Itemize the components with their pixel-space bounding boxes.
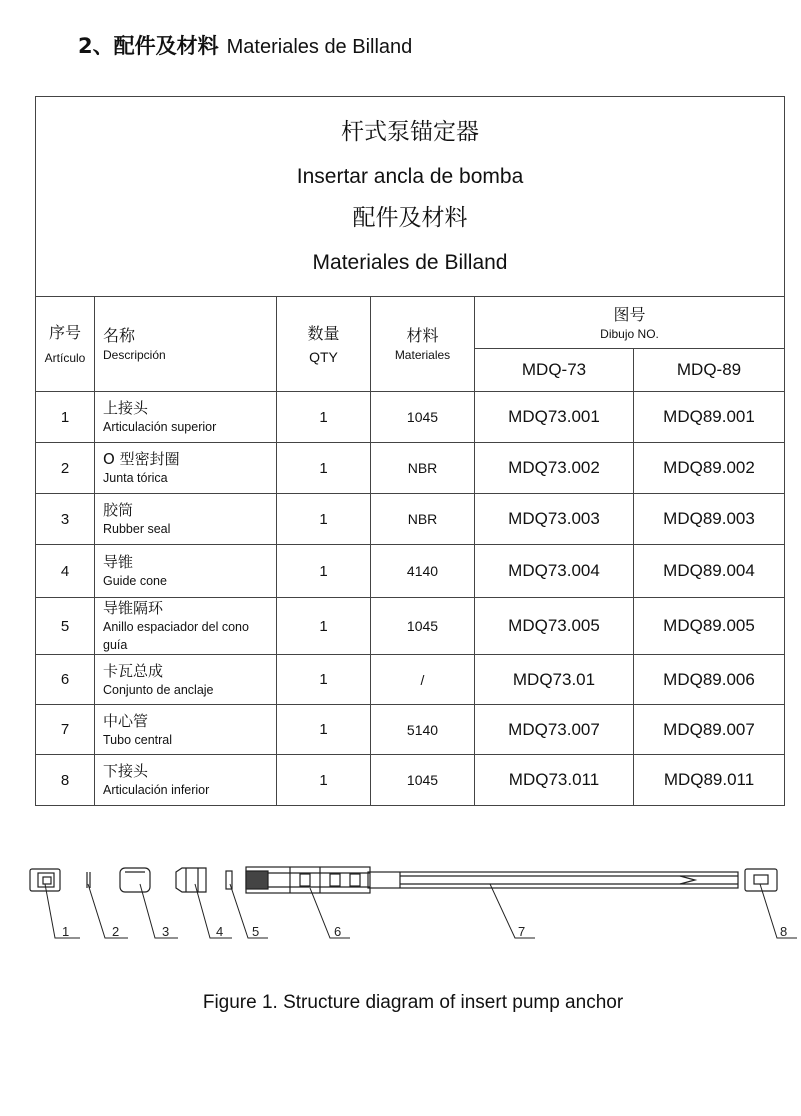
row-name-cn: 卡瓦总成 [103,661,164,680]
row-name-cn: 导锥 [103,553,134,571]
table-row [36,494,785,545]
row-name-cn: 上接头 [103,399,149,417]
row-seq: 6 [36,655,95,705]
row-qty: 1 [277,598,371,655]
diagram-label-4: 4 [216,924,224,939]
row-material: 5140 [371,705,475,755]
row-material: NBR [371,443,475,494]
header-material [371,297,475,392]
header-drawing [475,297,785,349]
structure-diagram [0,850,801,950]
row-material: 1045 [371,755,475,806]
row-mdq73: MDQ73.01 [475,655,634,705]
row-material: NBR [371,494,475,545]
part-7-central-tube [368,872,738,888]
part-1-upper-joint [30,869,60,891]
header-mat-cn: 材料 [406,326,439,345]
table-row [36,545,785,598]
row-mdq89: MDQ89.006 [634,655,785,705]
row-seq: 4 [36,545,95,598]
title-es-1: Insertar ancla de bomba [296,164,524,188]
row-seq: 8 [36,755,95,806]
row-mdq89: MDQ89.007 [634,705,785,755]
row-qty: 1 [277,392,371,443]
row-name [95,545,277,598]
title-es-2: Materiales de Billand [312,250,508,274]
row-material: 1045 [371,598,475,655]
row-name-cn: O 型密封圈 [103,450,180,468]
row-mdq73: MDQ73.001 [475,392,634,443]
row-mdq89: MDQ89.002 [634,443,785,494]
row-seq: 5 [36,598,95,655]
row-mdq73: MDQ73.003 [475,494,634,545]
table-row [36,755,785,806]
row-mdq89: MDQ89.005 [634,598,785,655]
row-name-es: Articulación inferior [103,783,210,797]
row-name-cn: 胶筒 [103,501,134,519]
diagram-label-3: 3 [162,924,170,939]
row-qty: 1 [277,494,371,545]
title-cn-1: 杆式泵锚定器 [341,118,480,145]
row-name-es: Conjunto de anclaje [103,682,214,697]
row-mdq73: MDQ73.005 [475,598,634,655]
header-drawing-es: Dibujo NO. [600,326,659,341]
diagram-label-2: 2 [112,924,120,939]
row-name-cn: 中心管 [103,711,149,730]
header-mdq89: MDQ-89 [634,349,785,392]
part-6-slip-assembly [246,867,370,893]
row-material: / [371,655,475,705]
row-qty: 1 [277,755,371,806]
header-drawing-cn: 图号 [613,304,646,324]
row-mdq73: MDQ73.004 [475,545,634,598]
title-cn-2: 配件及材料 [352,204,468,231]
row-seq: 1 [36,392,95,443]
part-3-rubber-seal [120,868,150,892]
table-row [36,655,785,705]
row-name [95,598,277,655]
header-name [95,297,277,392]
row-name [95,494,277,545]
row-name-es: Junta tórica [103,471,168,485]
row-seq: 3 [36,494,95,545]
row-name [95,392,277,443]
row-qty: 1 [277,545,371,598]
header-seq-cn: 序号 [48,323,81,342]
row-name-es: Tubo central [103,732,173,747]
header-seq [36,297,95,392]
row-material: 4140 [371,545,475,598]
row-mdq73: MDQ73.007 [475,705,634,755]
diagram-label-7: 7 [518,924,526,939]
diagram-label-6: 6 [334,924,342,939]
row-mdq89: MDQ89.003 [634,494,785,545]
table-row [36,705,785,755]
row-name-es: Rubber seal [103,522,171,536]
row-name-cn: 下接头 [103,762,149,780]
header-mdq73: MDQ-73 [475,349,634,392]
diagram-label-1: 1 [62,924,70,939]
section-number: 2、 [78,34,114,58]
row-name-es: Anillo espaciador del cono guía [103,620,249,652]
section-heading [78,30,412,60]
row-material: 1045 [371,392,475,443]
header-qty-es: QTY [309,349,338,365]
row-seq: 2 [36,443,95,494]
row-mdq73: MDQ73.011 [475,755,634,806]
header-seq-es: Artículo [44,351,86,365]
row-mdq89: MDQ89.001 [634,392,785,443]
header-name-cn: 名称 [103,326,136,345]
row-mdq89: MDQ89.011 [634,755,785,806]
header-name-es: Descripción [103,348,166,362]
row-name [95,755,277,806]
row-qty: 1 [277,655,371,705]
row-name-cn: 导锥隔环 [103,599,164,617]
row-mdq89: MDQ89.004 [634,545,785,598]
row-name [95,705,277,755]
row-seq: 7 [36,705,95,755]
figure-caption: Figure 1. Structure diagram of insert pump anchor [202,992,624,1013]
row-name [95,655,277,705]
section-title-cn: 配件及材料 [113,34,219,58]
table-row [36,598,785,655]
table-row [36,443,785,494]
row-name-es: Articulación superior [103,420,217,434]
diagram-label-8: 8 [780,924,788,939]
header-qty-cn: 数量 [307,324,340,343]
row-qty: 1 [277,705,371,755]
section-title-es: Materiales de Billand [226,36,413,58]
parts-table [35,96,785,806]
row-mdq73: MDQ73.002 [475,443,634,494]
header-qty [277,297,371,392]
row-name [95,443,277,494]
table-row [36,392,785,443]
diagram-label-5: 5 [252,924,260,939]
row-name-es: Guide cone [103,574,167,588]
row-qty: 1 [277,443,371,494]
table-title [36,97,785,297]
header-mat-es: Materiales [394,348,451,362]
part-4-guide-cone [176,868,206,892]
